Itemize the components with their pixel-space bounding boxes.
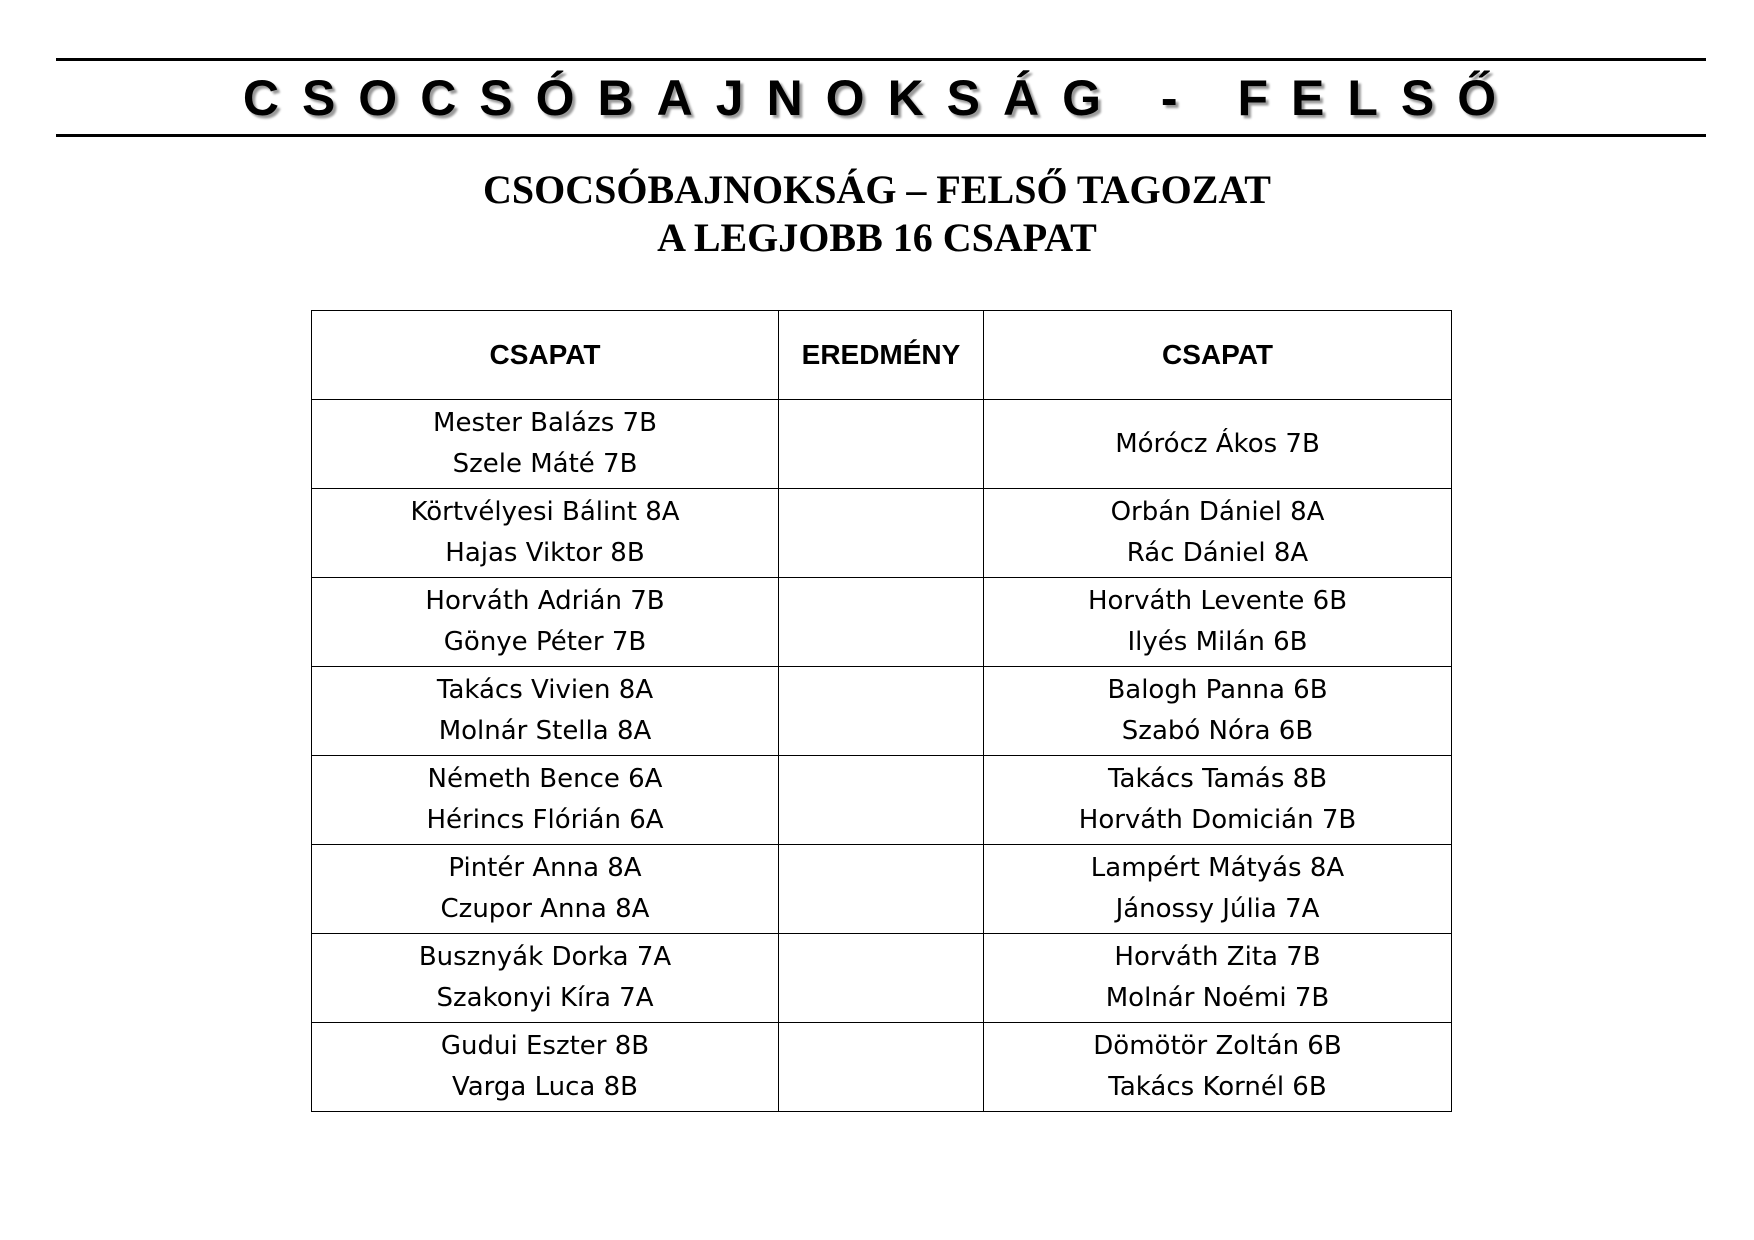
player-name: Ilyés Milán 6B [1127,627,1308,657]
player-name: Hérincs Flórián 6A [426,805,664,835]
table-row [312,1023,1452,1112]
player-name: Hajas Viktor 8B [445,538,645,568]
player-name: Mórócz Ákos 7B [1115,428,1320,459]
team1-cell [312,756,779,845]
team2-cell [984,400,1452,489]
player-name: Horváth Domicián 7B [1078,805,1357,835]
table-row [312,667,1452,756]
result-cell [779,845,984,934]
player-name: Rác Dániel 8A [1126,538,1309,568]
player-name: Orbán Dániel 8A [1110,497,1325,527]
table-row [312,489,1452,578]
player-name: Horváth Adrián 7B [425,586,665,616]
header-bottom-rule [56,134,1706,137]
team2-cell [984,578,1452,667]
player-name: Szele Máté 7B [452,449,638,479]
player-name: Pintér Anna 8A [448,853,642,883]
player-name: Horváth Levente 6B [1087,586,1348,616]
team1-cell [312,489,779,578]
player-name: Lampért Mátyás 8A [1090,853,1345,883]
team2-cell [984,845,1452,934]
table-row [312,400,1452,489]
player-name: Molnár Stella 8A [438,716,652,746]
table-row [312,934,1452,1023]
result-cell [779,400,984,489]
player-name: Szakonyi Kíra 7A [436,983,654,1013]
page-title: CSOCSÓBAJNOKSÁG – FELSŐ TAGOZAT [483,167,1271,212]
player-name: Busznyák Dorka 7A [418,942,672,972]
result-cell [779,934,984,1023]
player-name: Mester Balázs 7B [433,408,657,438]
team1-cell [312,934,779,1023]
team2-cell [984,489,1452,578]
table-row [312,845,1452,934]
player-name: Dömötör Zoltán 6B [1093,1031,1342,1061]
title-block [0,166,1754,262]
player-name: Gudui Eszter 8B [440,1031,650,1061]
player-name: Balogh Panna 6B [1107,675,1328,705]
player-name: Takács Vivien 8A [436,675,654,705]
header-top-rule [56,58,1706,61]
player-name: Czupor Anna 8A [440,894,650,924]
page-subtitle: A LEGJOBB 16 CSAPAT [657,215,1097,260]
result-cell [779,667,984,756]
player-name: Gönye Péter 7B [443,627,647,657]
player-name: Takács Tamás 8B [1107,764,1328,794]
bracket-table [311,310,1452,1112]
player-name: Takács Kornél 6B [1108,1072,1327,1102]
team1-cell [312,400,779,489]
table-row [312,756,1452,845]
column-header-team1: CSAPAT [312,311,779,400]
team2-cell [984,934,1452,1023]
table-header-row [312,311,1452,400]
team1-cell [312,845,779,934]
player-name: Molnár Noémi 7B [1105,983,1330,1013]
player-name: Varga Luca 8B [451,1072,638,1102]
team1-cell [312,1023,779,1112]
player-name: Szabó Nóra 6B [1121,716,1314,746]
team2-cell [984,1023,1452,1112]
table-row [312,578,1452,667]
team1-cell [312,578,779,667]
team2-cell [984,756,1452,845]
player-name: Horváth Zita 7B [1114,942,1321,972]
page-banner: CSOCSÓBAJNOKSÁG - FELSŐ [242,70,1520,126]
player-name: Jánossy Júlia 7A [1115,894,1320,924]
column-header-team2: CSAPAT [984,311,1452,400]
column-header-result: EREDMÉNY [779,311,984,400]
result-cell [779,578,984,667]
result-cell [779,489,984,578]
team1-cell [312,667,779,756]
team2-cell [984,667,1452,756]
result-cell [779,756,984,845]
player-name: Németh Bence 6A [427,764,663,794]
result-cell [779,1023,984,1112]
player-name: Körtvélyesi Bálint 8A [410,497,680,527]
